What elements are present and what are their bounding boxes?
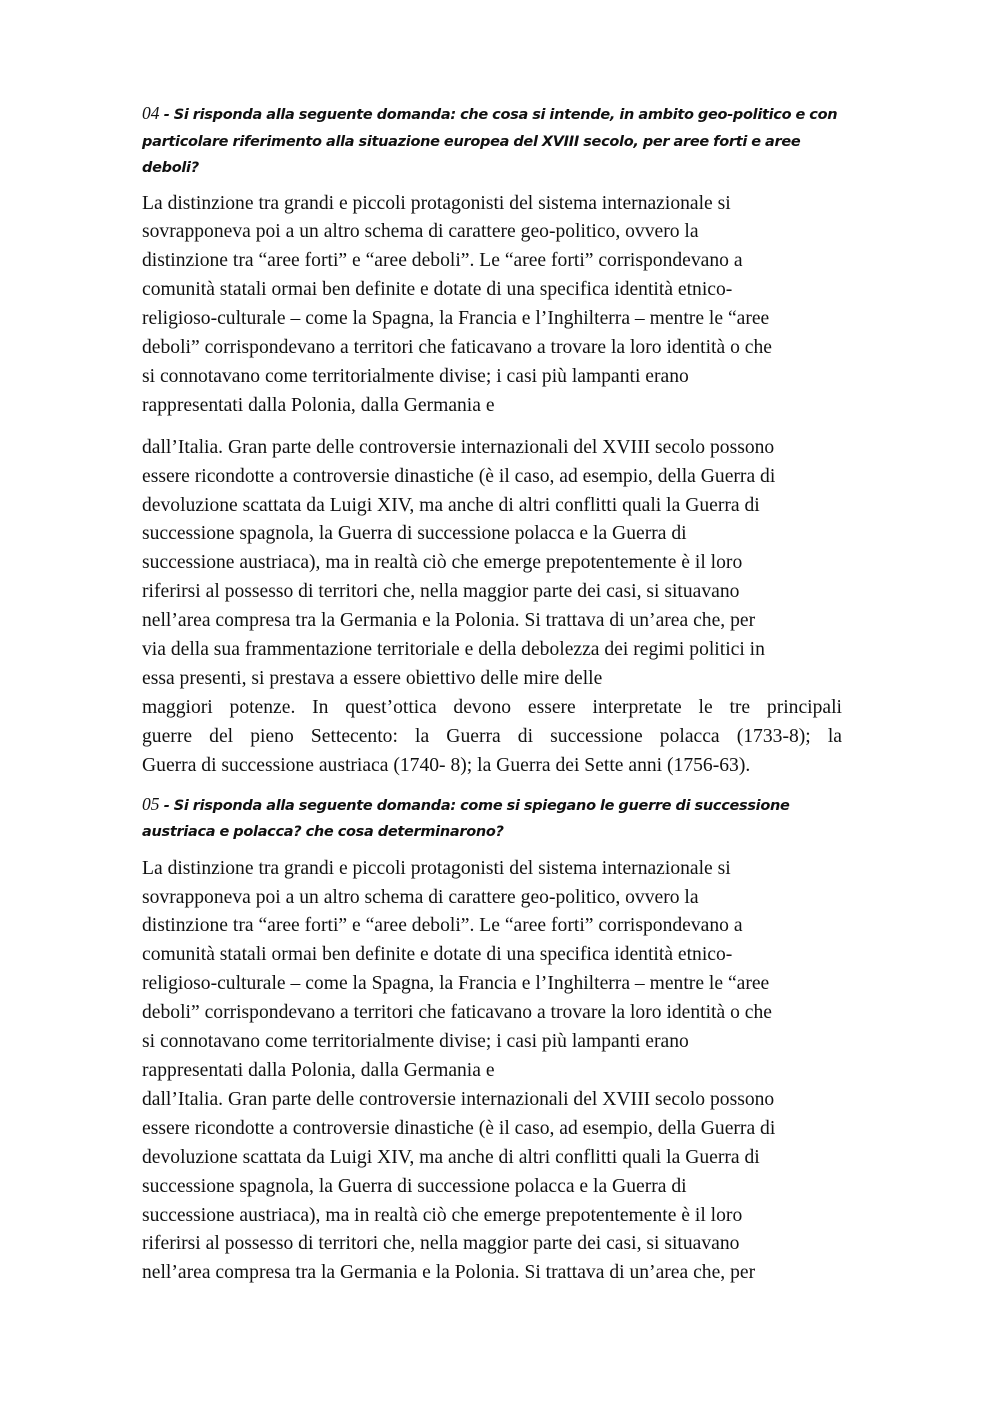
text-line: rappresentati dalla Polonia, dalla Germania e — [142, 1059, 495, 1081]
answer-04-paragraph-2 — [142, 434, 842, 694]
answer-05-paragraph-2 — [142, 1086, 842, 1288]
question-text-line: deboli? — [142, 160, 199, 176]
answer-04-paragraph-3 — [142, 694, 842, 781]
question-04 — [142, 100, 842, 182]
text-line: distinzione tra “aree forti” e “aree deboli”. Le “aree forti” corrispondevano a — [142, 915, 743, 937]
text-line: devoluzione scattata da Luigi XIV, ma anche di altri conflitti quali la Guerra di — [142, 494, 760, 516]
text-line: nell’area compresa tra la Germania e la Polonia. Si trattava di un’area che, per — [142, 1262, 756, 1284]
question-number: 04 — [142, 103, 160, 123]
text-line: maggiori potenze. In quest’ottica devono essere interpretate le tre principali — [142, 696, 842, 718]
text-line: religioso-culturale – come la Spagna, la Francia e l’Inghilterra – mentre le “aree — [142, 973, 770, 995]
text-line: religioso-culturale – come la Spagna, la Francia e l’Inghilterra – mentre le “aree — [142, 308, 770, 330]
text-line: comunità statali ormai ben definite e dotate di una specifica identità etnico- — [142, 944, 733, 966]
text-line: guerre del pieno Settecento: la Guerra di successione polacca (1733-8); la — [142, 725, 842, 747]
text-line: dall’Italia. Gran parte delle controversie internazionali del XVIII secolo possono — [142, 436, 775, 458]
text-line: si connotavano come territorialmente divise; i casi più lampanti erano — [142, 365, 689, 387]
text-line: deboli” corrispondevano a territori che faticavano a trovare la loro identità o che — [142, 1002, 772, 1024]
text-line: riferirsi al possesso di territori che, nella maggior parte dei casi, si situavano — [142, 1233, 740, 1255]
text-line: deboli” corrispondevano a territori che faticavano a trovare la loro identità o che — [142, 337, 772, 359]
text-line: successione austriaca), ma in realtà ciò che emerge prepotentemente è il loro — [142, 1204, 743, 1226]
text-line: via della sua frammentazione territoriale e della debolezza dei regimi politici in — [142, 639, 765, 661]
document-page — [142, 100, 842, 1288]
question-text-line: - Si risponda alla seguente domanda: che cosa si intende, in ambito geo-politico e con — [159, 107, 838, 123]
text-line: essa presenti, si prestava a essere obiettivo delle mire delle — [142, 668, 603, 689]
question-05 — [142, 791, 842, 846]
text-line: successione spagnola, la Guerra di successione polacca e la Guerra di — [142, 523, 687, 545]
question-text-line: particolare riferimento alla situazione europea del XVIII secolo, per aree forti e aree — [142, 133, 801, 150]
text-line: La distinzione tra grandi e piccoli protagonisti del sistema internazionale si — [142, 192, 731, 214]
text-line: essere ricondotte a controversie dinastiche (è il caso, ad esempio, della Guerra di — [142, 465, 776, 487]
text-line: rappresentati dalla Polonia, dalla Germania e — [142, 394, 495, 416]
text-line: nell’area compresa tra la Germania e la Polonia. Si trattava di un’area che, per — [142, 610, 756, 632]
question-number: 05 — [142, 793, 160, 814]
text-line: si connotavano come territorialmente divise; i casi più lampanti erano — [142, 1031, 689, 1053]
text-line: successione spagnola, la Guerra di successione polacca e la Guerra di — [142, 1175, 687, 1197]
text-line: La distinzione tra grandi e piccoli protagonisti del sistema internazionale si — [142, 857, 731, 879]
question-text-line: - Si risponda alla seguente domanda: come si spiegano le guerre di successione — [159, 797, 790, 814]
text-line: devoluzione scattata da Luigi XIV, ma anche di altri conflitti quali la Guerra di — [142, 1146, 760, 1168]
text-line: sovrapponeva poi a un altro schema di carattere geo-politico, ovvero la — [142, 886, 699, 908]
text-line: sovrapponeva poi a un altro schema di carattere geo-politico, ovvero la — [142, 221, 699, 243]
text-line: comunità statali ormai ben definite e dotate di una specifica identità etnico- — [142, 279, 733, 301]
text-line: essere ricondotte a controversie dinastiche (è il caso, ad esempio, della Guerra di — [142, 1117, 776, 1139]
text-line: distinzione tra “aree forti” e “aree deboli”. Le “aree forti” corrispondevano a — [142, 250, 743, 272]
answer-04-paragraph-1 — [142, 190, 842, 421]
question-text-line: austriaca e polacca? che cosa determinarono? — [142, 824, 504, 841]
answer-05-paragraph-1 — [142, 855, 842, 1086]
text-line: dall’Italia. Gran parte delle controversie internazionali del XVIII secolo possono — [142, 1088, 775, 1110]
text-line: successione austriaca), ma in realtà ciò che emerge prepotentemente è il loro — [142, 552, 743, 574]
text-line: Guerra di successione austriaca (1740- 8); la Guerra dei Sette anni (1756-63). — [142, 754, 751, 776]
text-line: riferirsi al possesso di territori che, nella maggior parte dei casi, si situavano — [142, 581, 740, 603]
